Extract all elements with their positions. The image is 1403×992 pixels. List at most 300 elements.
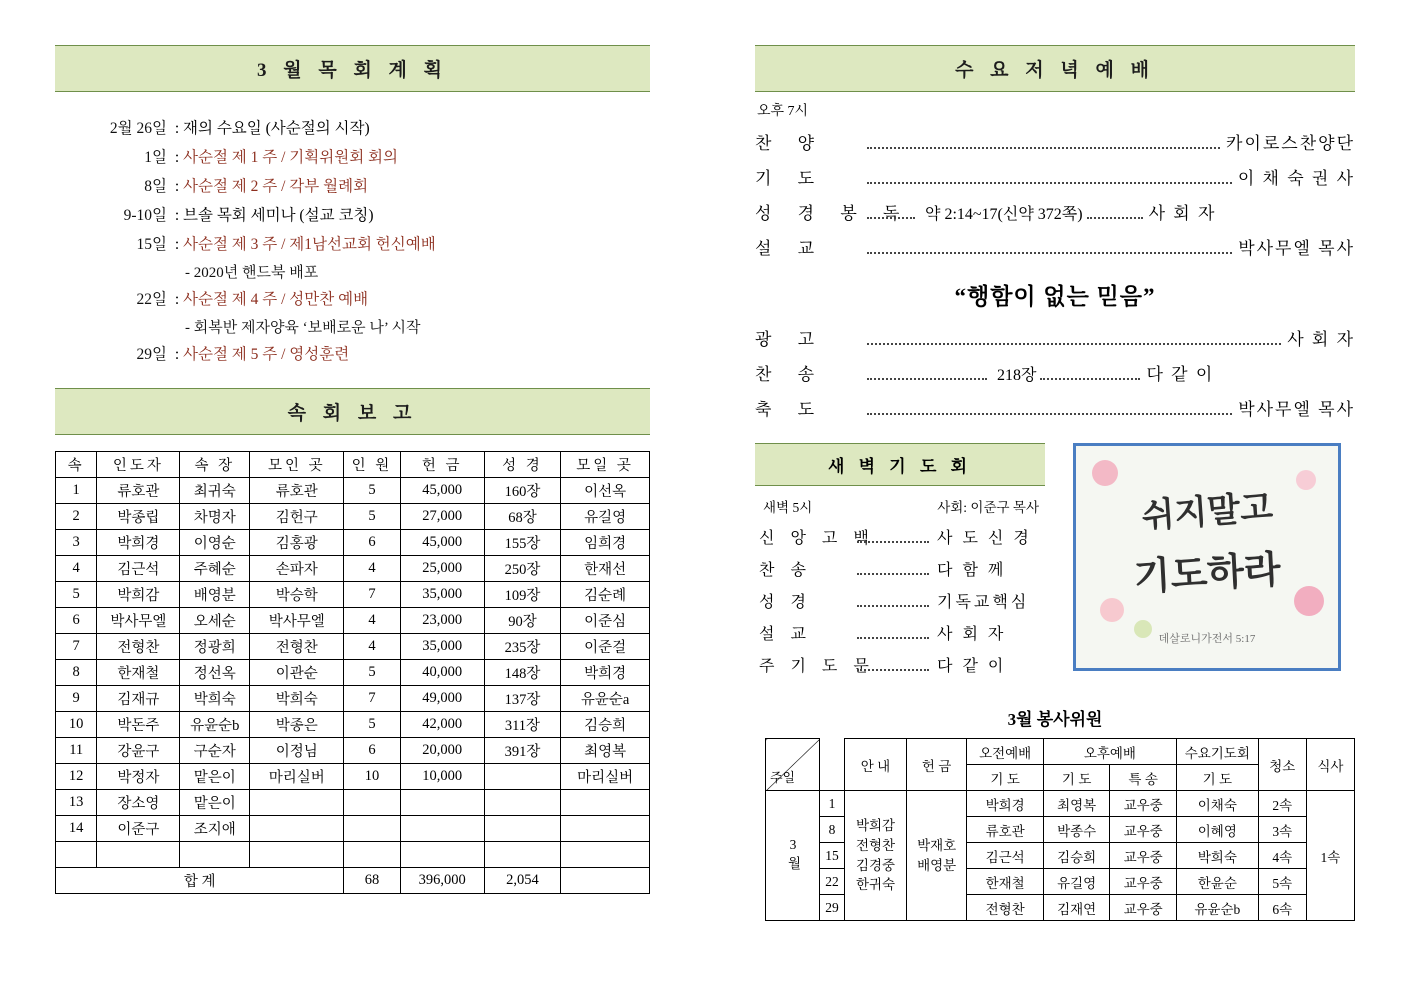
dot-leader — [857, 532, 929, 543]
subcol-morning-prayer: 기 도 — [967, 765, 1044, 791]
plan-item — [55, 234, 650, 256]
wed-prayer-name: 이혜영 — [1176, 817, 1258, 843]
cell-no: 1 — [56, 478, 97, 504]
table-row — [56, 478, 650, 504]
poster-verse: 데살로니가전서 5:17 — [1158, 633, 1256, 645]
morning-prayer-name: 박희경 — [967, 791, 1044, 817]
dawn-label: 찬 송 — [759, 562, 812, 579]
dot-leader — [857, 564, 929, 575]
cell-place: 박희숙 — [250, 686, 344, 712]
col-leader: 인도자 — [97, 452, 180, 478]
cleaning-cell: 6속 — [1258, 895, 1306, 921]
plan-separator: : — [174, 149, 180, 166]
cell-no — [56, 842, 97, 868]
subcol-afternoon-special: 특 송 — [1110, 765, 1176, 791]
dot-leader — [1087, 207, 1143, 219]
cell-offering: 49,000 — [400, 686, 484, 712]
cell-head: 정선옥 — [180, 660, 250, 686]
cell-offering: 25,000 — [400, 556, 484, 582]
order-label: 찬 양 — [755, 134, 826, 153]
cell-count — [344, 816, 400, 842]
cleaning-cell: 3속 — [1258, 817, 1306, 843]
cell-count: 4 — [344, 608, 400, 634]
right-column — [755, 45, 1355, 921]
cell-count: 5 — [344, 504, 400, 530]
cell-leader — [97, 842, 180, 868]
plan-text: 사순절 제 3 주 / 제1남선교회 헌신예배 — [183, 236, 436, 253]
dawn-label: 설 교 — [759, 626, 812, 643]
table-header-row — [766, 739, 1355, 765]
order-value: 다 같 이 — [1146, 365, 1215, 384]
cell-offering: 20,000 — [400, 738, 484, 764]
order-scripture: 약 2:14~17(신약 372쪽) — [925, 206, 1083, 223]
plan-subnote: - 회복반 제자양육 ‘보배로운 나’ 시작 — [185, 320, 421, 336]
plan-separator: : — [174, 120, 180, 137]
cell-no: 11 — [56, 738, 97, 764]
cell-offering: 42,000 — [400, 712, 484, 738]
cell-nextplace: 임희경 — [561, 530, 650, 556]
cell-no: 14 — [56, 816, 97, 842]
dot-leader — [867, 368, 987, 380]
cell-report-body — [56, 478, 650, 894]
cell-no: 3 — [56, 530, 97, 556]
dot-leader — [867, 242, 1232, 254]
cell-no: 10 — [56, 712, 97, 738]
plan-text: 사순절 제 5 주 / 영성훈련 — [183, 346, 350, 363]
col-nextplace: 모일 곳 — [561, 452, 650, 478]
wed-prayer-name: 박희숙 — [1176, 843, 1258, 869]
order-item — [755, 129, 1355, 155]
order-item — [755, 234, 1355, 260]
dawn-label: 주 기 도 문 — [759, 658, 875, 675]
order-value: 카이로스찬양단 — [1226, 134, 1355, 153]
order-value: 사 회 자 — [1287, 330, 1355, 349]
order-label: 축 도 — [755, 400, 826, 419]
dot-leader — [867, 172, 1232, 184]
table-row — [56, 712, 650, 738]
cell-leader: 김근석 — [97, 556, 180, 582]
dawn-prayer-heading: 새 벽 기 도 회 — [755, 443, 1045, 486]
dot-leader — [857, 660, 929, 671]
col-cell: 속 — [56, 452, 97, 478]
subcol-wed-prayer: 기 도 — [1176, 765, 1258, 791]
prayer-poster-image — [1073, 443, 1341, 671]
dawn-prayer-section — [755, 443, 1355, 685]
dawn-label: 신 앙 고 백 — [759, 530, 875, 547]
dawn-leader: 사회: 이준구 목사 — [937, 500, 1039, 515]
wed-prayer-name: 이채숙 — [1176, 791, 1258, 817]
col-guide: 안 내 — [845, 739, 907, 791]
plan-item — [55, 205, 650, 227]
cell-leader: 류호관 — [97, 478, 180, 504]
cell-bible — [484, 790, 560, 816]
wed-prayer-name: 유윤순b — [1176, 895, 1258, 921]
order-label: 광 고 — [755, 330, 826, 349]
cell-place: 마리실버 — [250, 764, 344, 790]
cell-nextplace: 유윤순a — [561, 686, 650, 712]
plan-item — [55, 344, 650, 366]
plan-date: 29일 — [136, 346, 167, 363]
afternoon-special-name: 교우중 — [1110, 895, 1176, 921]
cell-bible: 235장 — [484, 634, 560, 660]
order-item — [755, 360, 1355, 386]
order-label: 기 도 — [755, 169, 826, 188]
col-morning-service: 오전예배 — [967, 739, 1044, 765]
col-offering: 헌 금 — [400, 452, 484, 478]
order-item — [755, 199, 1355, 225]
afternoon-prayer-name: 김승희 — [1043, 843, 1109, 869]
cell-place — [250, 816, 344, 842]
cell-bible — [484, 842, 560, 868]
cell-leader: 이준구 — [97, 816, 180, 842]
dawn-item — [759, 621, 1045, 644]
cell-bible: 391장 — [484, 738, 560, 764]
order-label: 찬 송 — [755, 365, 826, 384]
table-row — [56, 790, 650, 816]
table-row — [56, 530, 650, 556]
col-offering: 헌 금 — [906, 739, 967, 791]
meal-cell: 1속 — [1306, 791, 1354, 921]
table-row — [56, 582, 650, 608]
cell-no: 8 — [56, 660, 97, 686]
order-value: 이 채 숙 권 사 — [1237, 169, 1355, 188]
afternoon-prayer-name: 최영복 — [1043, 791, 1109, 817]
cell-bible: 155장 — [484, 530, 560, 556]
dot-leader — [857, 628, 929, 639]
table-row — [56, 686, 650, 712]
cell-head: 조지애 — [180, 816, 250, 842]
date-cell: 8 — [819, 817, 844, 843]
total-people: 68 — [344, 868, 400, 894]
date-cell: 15 — [819, 843, 844, 869]
cell-head: 구순자 — [180, 738, 250, 764]
col-head: 속 장 — [180, 452, 250, 478]
cell-count: 4 — [344, 634, 400, 660]
cell-no: 7 — [56, 634, 97, 660]
cell-nextplace: 한재선 — [561, 556, 650, 582]
col-cleaning: 청소 — [1258, 739, 1306, 791]
cell-bible: 90장 — [484, 608, 560, 634]
col-meal: 식사 — [1306, 739, 1354, 791]
cell-no: 2 — [56, 504, 97, 530]
sermon-title: “행함이 없는 믿음” — [954, 284, 1156, 309]
dawn-value: 사 도 신 경 — [937, 530, 1032, 547]
guide-name: 박희감 — [855, 818, 896, 834]
date-cell: 29 — [819, 895, 844, 921]
offering-name: 배영분 — [917, 857, 957, 873]
col-afternoon-service: 오후예배 — [1043, 739, 1176, 765]
plan-date: 8일 — [144, 178, 167, 195]
volunteers-title: 3월 봉사위원 — [1007, 710, 1103, 729]
plan-separator: : — [174, 178, 180, 195]
cell-place: 박사무엘 — [250, 608, 344, 634]
total-bible: 2,054 — [484, 868, 560, 894]
morning-prayer-name: 류호관 — [967, 817, 1044, 843]
plan-item — [55, 176, 650, 198]
plan-text: 재의 수요일 (사순절의 시작) — [183, 120, 370, 137]
table-row — [56, 608, 650, 634]
cell-offering — [400, 790, 484, 816]
guide-name: 한귀숙 — [855, 877, 896, 893]
cell-place — [250, 842, 344, 868]
dawn-value: 다 함 께 — [937, 562, 1007, 579]
cell-head: 이영순 — [180, 530, 250, 556]
cell-place: 이관순 — [250, 660, 344, 686]
cell-leader: 박종립 — [97, 504, 180, 530]
cell-offering: 45,000 — [400, 530, 484, 556]
cell-nextplace: 이준심 — [561, 608, 650, 634]
cell-nextplace: 박희경 — [561, 660, 650, 686]
dot-leader — [867, 403, 1232, 415]
date-cell: 22 — [819, 869, 844, 895]
cell-place: 손파자 — [250, 556, 344, 582]
date-cell: 1 — [819, 791, 844, 817]
plan-separator: : — [174, 346, 180, 363]
cell-leader: 장소영 — [97, 790, 180, 816]
cell-bible: 250장 — [484, 556, 560, 582]
dawn-item — [759, 589, 1045, 612]
cell-count: 4 — [344, 556, 400, 582]
cell-head: 맡은이 — [180, 764, 250, 790]
cleaning-cell: 4속 — [1258, 843, 1306, 869]
order-value: 사 회 자 — [1148, 204, 1217, 223]
plan-date: 1일 — [144, 149, 167, 166]
cell-nextplace: 이선옥 — [561, 478, 650, 504]
cell-offering — [400, 842, 484, 868]
cell-nextplace: 김순례 — [561, 582, 650, 608]
cell-bible — [484, 764, 560, 790]
cell-head: 주혜순 — [180, 556, 250, 582]
plan-separator: : — [174, 236, 180, 253]
afternoon-prayer-name: 김재연 — [1043, 895, 1109, 921]
corner-label: 주일 — [770, 770, 796, 785]
cell-nextplace — [561, 816, 650, 842]
table-row — [56, 556, 650, 582]
left-column — [55, 45, 650, 894]
subcol-afternoon-prayer: 기 도 — [1043, 765, 1109, 791]
cell-count — [344, 842, 400, 868]
cell-place: 류호관 — [250, 478, 344, 504]
cell-count: 5 — [344, 712, 400, 738]
total-label: 합 계 — [56, 868, 344, 894]
order-hymn: 218장 — [997, 367, 1037, 384]
cell-report-heading: 속 회 보 고 — [55, 388, 650, 435]
cell-count: 6 — [344, 738, 400, 764]
cell-no: 6 — [56, 608, 97, 634]
guide-name: 전형찬 — [855, 837, 896, 853]
dawn-item — [759, 525, 1045, 548]
order-item — [755, 325, 1355, 351]
cell-leader: 전형찬 — [97, 634, 180, 660]
cell-no: 9 — [56, 686, 97, 712]
cell-bible — [484, 816, 560, 842]
cell-head: 최귀숙 — [180, 478, 250, 504]
cell-place: 박승학 — [250, 582, 344, 608]
plan-separator: : — [174, 207, 180, 224]
cell-leader: 박정자 — [97, 764, 180, 790]
cell-bible: 311장 — [484, 712, 560, 738]
order-value: 박사무엘 목사 — [1238, 239, 1355, 258]
order-label: 설 교 — [755, 239, 826, 258]
wednesday-service-heading: 수 요 저 녁 예 배 — [755, 45, 1355, 92]
cell-count: 7 — [344, 686, 400, 712]
dot-leader — [857, 596, 929, 607]
col-place: 모인 곳 — [250, 452, 344, 478]
corner-diagonal-cell — [766, 739, 820, 791]
order-item — [755, 395, 1355, 421]
plan-date: 22일 — [136, 291, 167, 308]
cell-count: 5 — [344, 660, 400, 686]
dot-leader — [867, 137, 1220, 149]
flower-icon — [1092, 460, 1118, 486]
volunteers-table — [765, 738, 1355, 921]
col-count: 인 원 — [344, 452, 400, 478]
cleaning-cell: 5속 — [1258, 869, 1306, 895]
month-label: 3월 — [766, 791, 820, 921]
table-total-row — [56, 868, 650, 894]
dot-leader — [867, 333, 1281, 345]
cell-head: 유윤순b — [180, 712, 250, 738]
cell-offering: 40,000 — [400, 660, 484, 686]
cell-nextplace: 이준걸 — [561, 634, 650, 660]
cell-leader: 한재철 — [97, 660, 180, 686]
table-row — [56, 816, 650, 842]
plan-subnote: - 2020년 핸드북 배포 — [185, 265, 319, 281]
cell-bible: 148장 — [484, 660, 560, 686]
total-offering: 396,000 — [400, 868, 484, 894]
cell-bible: 160장 — [484, 478, 560, 504]
dawn-item — [759, 653, 1045, 676]
march-plan-heading: 3 월 목 회 계 획 — [55, 45, 650, 92]
table-header-row — [56, 452, 650, 478]
dawn-item — [759, 557, 1045, 580]
cell-offering: 35,000 — [400, 582, 484, 608]
afternoon-special-name: 교우중 — [1110, 843, 1176, 869]
cell-leader: 김재규 — [97, 686, 180, 712]
cell-place: 전형찬 — [250, 634, 344, 660]
cell-count: 10 — [344, 764, 400, 790]
morning-prayer-name: 김근석 — [967, 843, 1044, 869]
dawn-label: 성 경 — [759, 594, 812, 611]
afternoon-special-name: 교우중 — [1110, 791, 1176, 817]
cell-no: 13 — [56, 790, 97, 816]
cell-place: 이정님 — [250, 738, 344, 764]
wednesday-service — [755, 100, 1355, 421]
cell-count: 5 — [344, 478, 400, 504]
cell-head: 박희숙 — [180, 686, 250, 712]
table-row — [56, 842, 650, 868]
plan-item — [55, 147, 650, 169]
morning-prayer-name: 한재철 — [967, 869, 1044, 895]
cleaning-cell: 2속 — [1258, 791, 1306, 817]
cell-offering: 10,000 — [400, 764, 484, 790]
wednesday-time: 오후 7시 — [757, 104, 809, 119]
cell-place: 김홍광 — [250, 530, 344, 556]
cell-offering: 23,000 — [400, 608, 484, 634]
col-bible: 성 경 — [484, 452, 560, 478]
order-label: 성 경 봉 독 — [755, 204, 911, 223]
dawn-value: 사 회 자 — [937, 626, 1007, 643]
table-row — [56, 738, 650, 764]
cell-nextplace — [561, 842, 650, 868]
cell-offering: 27,000 — [400, 504, 484, 530]
offering-names — [906, 791, 967, 921]
cell-place — [250, 790, 344, 816]
cell-bible: 137장 — [484, 686, 560, 712]
cell-nextplace: 마리실버 — [561, 764, 650, 790]
cell-leader: 박사무엘 — [97, 608, 180, 634]
cell-no: 12 — [56, 764, 97, 790]
cell-count: 7 — [344, 582, 400, 608]
cell-count: 6 — [344, 530, 400, 556]
dawn-subheader — [763, 496, 1039, 516]
cell-offering: 35,000 — [400, 634, 484, 660]
cell-no: 5 — [56, 582, 97, 608]
cell-head: 배영분 — [180, 582, 250, 608]
offering-name: 박재호 — [917, 837, 957, 853]
cell-place: 박종은 — [250, 712, 344, 738]
cell-leader: 박돈주 — [97, 712, 180, 738]
cell-head: 오세순 — [180, 608, 250, 634]
cell-bible: 68장 — [484, 504, 560, 530]
cell-head: 정광희 — [180, 634, 250, 660]
table-row — [56, 764, 650, 790]
plan-text: 브솔 목회 세미나 (설교 코칭) — [183, 207, 374, 224]
table-row — [56, 660, 650, 686]
wed-prayer-name: 한윤순 — [1176, 869, 1258, 895]
cell-head: 맡은이 — [180, 790, 250, 816]
cell-bible: 109장 — [484, 582, 560, 608]
afternoon-special-name: 교우중 — [1110, 869, 1176, 895]
cell-leader: 박희감 — [97, 582, 180, 608]
cell-no: 4 — [56, 556, 97, 582]
plan-date: 9-10일 — [123, 207, 167, 224]
afternoon-prayer-name: 박종수 — [1043, 817, 1109, 843]
cell-head — [180, 842, 250, 868]
cell-report-table — [55, 451, 650, 894]
dot-leader — [867, 207, 915, 219]
afternoon-special-name: 교우중 — [1110, 817, 1176, 843]
cell-head: 차명자 — [180, 504, 250, 530]
spacer-cell — [819, 739, 844, 791]
order-item — [755, 164, 1355, 190]
table-row — [766, 791, 1355, 817]
total-empty — [561, 868, 650, 894]
cell-nextplace: 유길영 — [561, 504, 650, 530]
cell-report-section — [55, 388, 650, 894]
cell-offering — [400, 816, 484, 842]
plan-text: 사순절 제 1 주 / 기획위원회 회의 — [183, 149, 398, 166]
dawn-value: 기독교핵심 — [937, 594, 1030, 611]
plan-separator: : — [174, 291, 180, 308]
cell-nextplace: 김승희 — [561, 712, 650, 738]
plan-text: 사순절 제 2 주 / 각부 월례회 — [183, 178, 369, 195]
afternoon-prayer-name: 유길영 — [1043, 869, 1109, 895]
guide-names — [845, 791, 907, 921]
poster-line-2: 기도하라 — [1132, 549, 1282, 599]
guide-name: 김경중 — [855, 857, 896, 873]
poster-line-1: 쉬지말고 — [1140, 488, 1275, 536]
col-wednesday-prayer: 수요기도회 — [1176, 739, 1258, 765]
plan-item — [55, 118, 650, 140]
cell-nextplace: 최영복 — [561, 738, 650, 764]
dawn-prayer-order — [755, 443, 1045, 685]
cell-offering: 45,000 — [400, 478, 484, 504]
cell-leader: 강윤구 — [97, 738, 180, 764]
table-row — [56, 504, 650, 530]
cell-count — [344, 790, 400, 816]
morning-prayer-name: 전형찬 — [967, 895, 1044, 921]
